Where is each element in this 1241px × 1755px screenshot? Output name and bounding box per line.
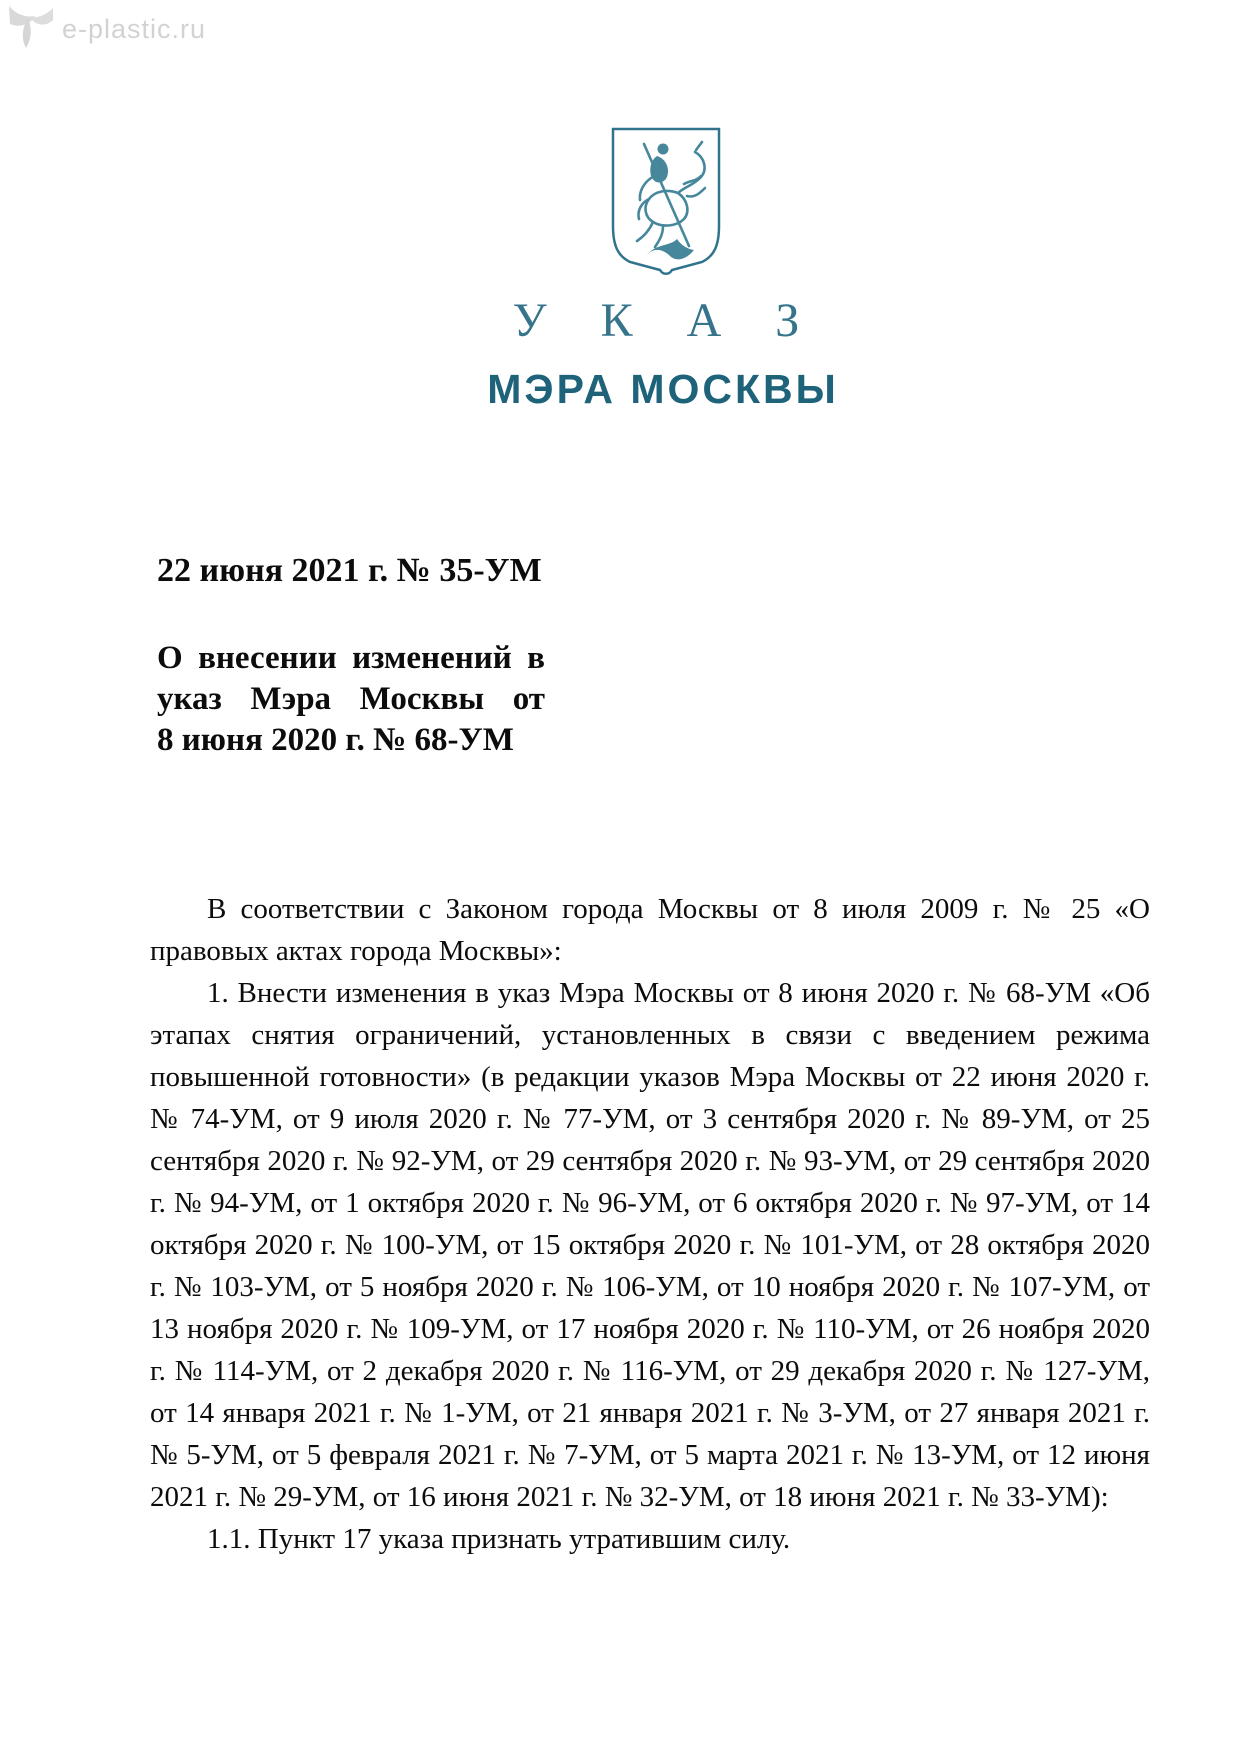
e-plastic-logo-icon — [8, 5, 54, 54]
body-text — [150, 888, 1150, 1560]
moscow-coat-of-arms-icon — [610, 126, 722, 276]
issuer-title: МЭРА МОСКВЫ — [487, 366, 839, 412]
body-paragraph: 1.1. Пункт 17 указа признать утратившим силу. — [207, 1523, 791, 1555]
subject-line: О внесении изменений в — [157, 640, 545, 676]
document-type-title: У К А З — [512, 294, 814, 347]
body-paragraph: В соответствии с Законом города Москвы от 8 июля 2009 г. № 25 «О правовых актах города Москвы»: — [150, 893, 1150, 967]
subject-block — [157, 638, 545, 761]
body-paragraph: 1. Внести изменения в указ Мэра Москвы от 8 июня 2020 г. № 68-УМ «Об этапах снятия ограничений, установленных в связи с введением режима повышенной готовности» (в редакции указов Мэра Москвы от 22 июня 2020 г. № 74-УМ, от 9 июля 2020 г. № 77-УМ, от 3 сентября 2020 г. № 89-УМ, от 25 сентября 2020 г. № 92-УМ, от 29 сентября 2020 г. № 93-УМ, от 29 сентября 2020 г. № 94-УМ, от 1 октября 2020 г. № 96-УМ, от 6 октября 2020 г. № 97-УМ, от 14 октября 2020 г. № 100-УМ, от 15 октября 2020 г. № 101-УМ, от 28 октября 2020 г. № 103-УМ, от 5 ноября 2020 г. № 106-УМ, от 10 ноября 2020 г. № 107-УМ, от 13 ноября 2020 г. № 109-УМ, от 17 ноября 2020 г. № 110-УМ, от 26 ноября 2020 г. № 114-УМ, от 2 декабря 2020 г. № 116-УМ, от 29 декабря 2020 г. № 127-УМ, от 14 января 2021 г. № 1-УМ, от 21 января 2021 г. № 3-УМ, от 27 января 2021 г. № 5-УМ, от 5 февраля 2021 г. № 7-УМ, от 5 марта 2021 г. № 13-УМ, от 12 июня 2021 г. № 29-УМ, от 16 июня 2021 г. № 32-УМ, от 18 июня 2021 г. № 33-УМ): — [150, 977, 1150, 1513]
subject-line: 8 июня 2020 г. № 68-УМ — [157, 722, 514, 758]
subject-line: указ Мэра Москвы от — [157, 681, 545, 717]
watermark — [8, 5, 206, 54]
date-number-line: 22 июня 2021 г. № 35-УМ — [157, 552, 542, 589]
watermark-text: e-plastic.ru — [62, 14, 207, 44]
